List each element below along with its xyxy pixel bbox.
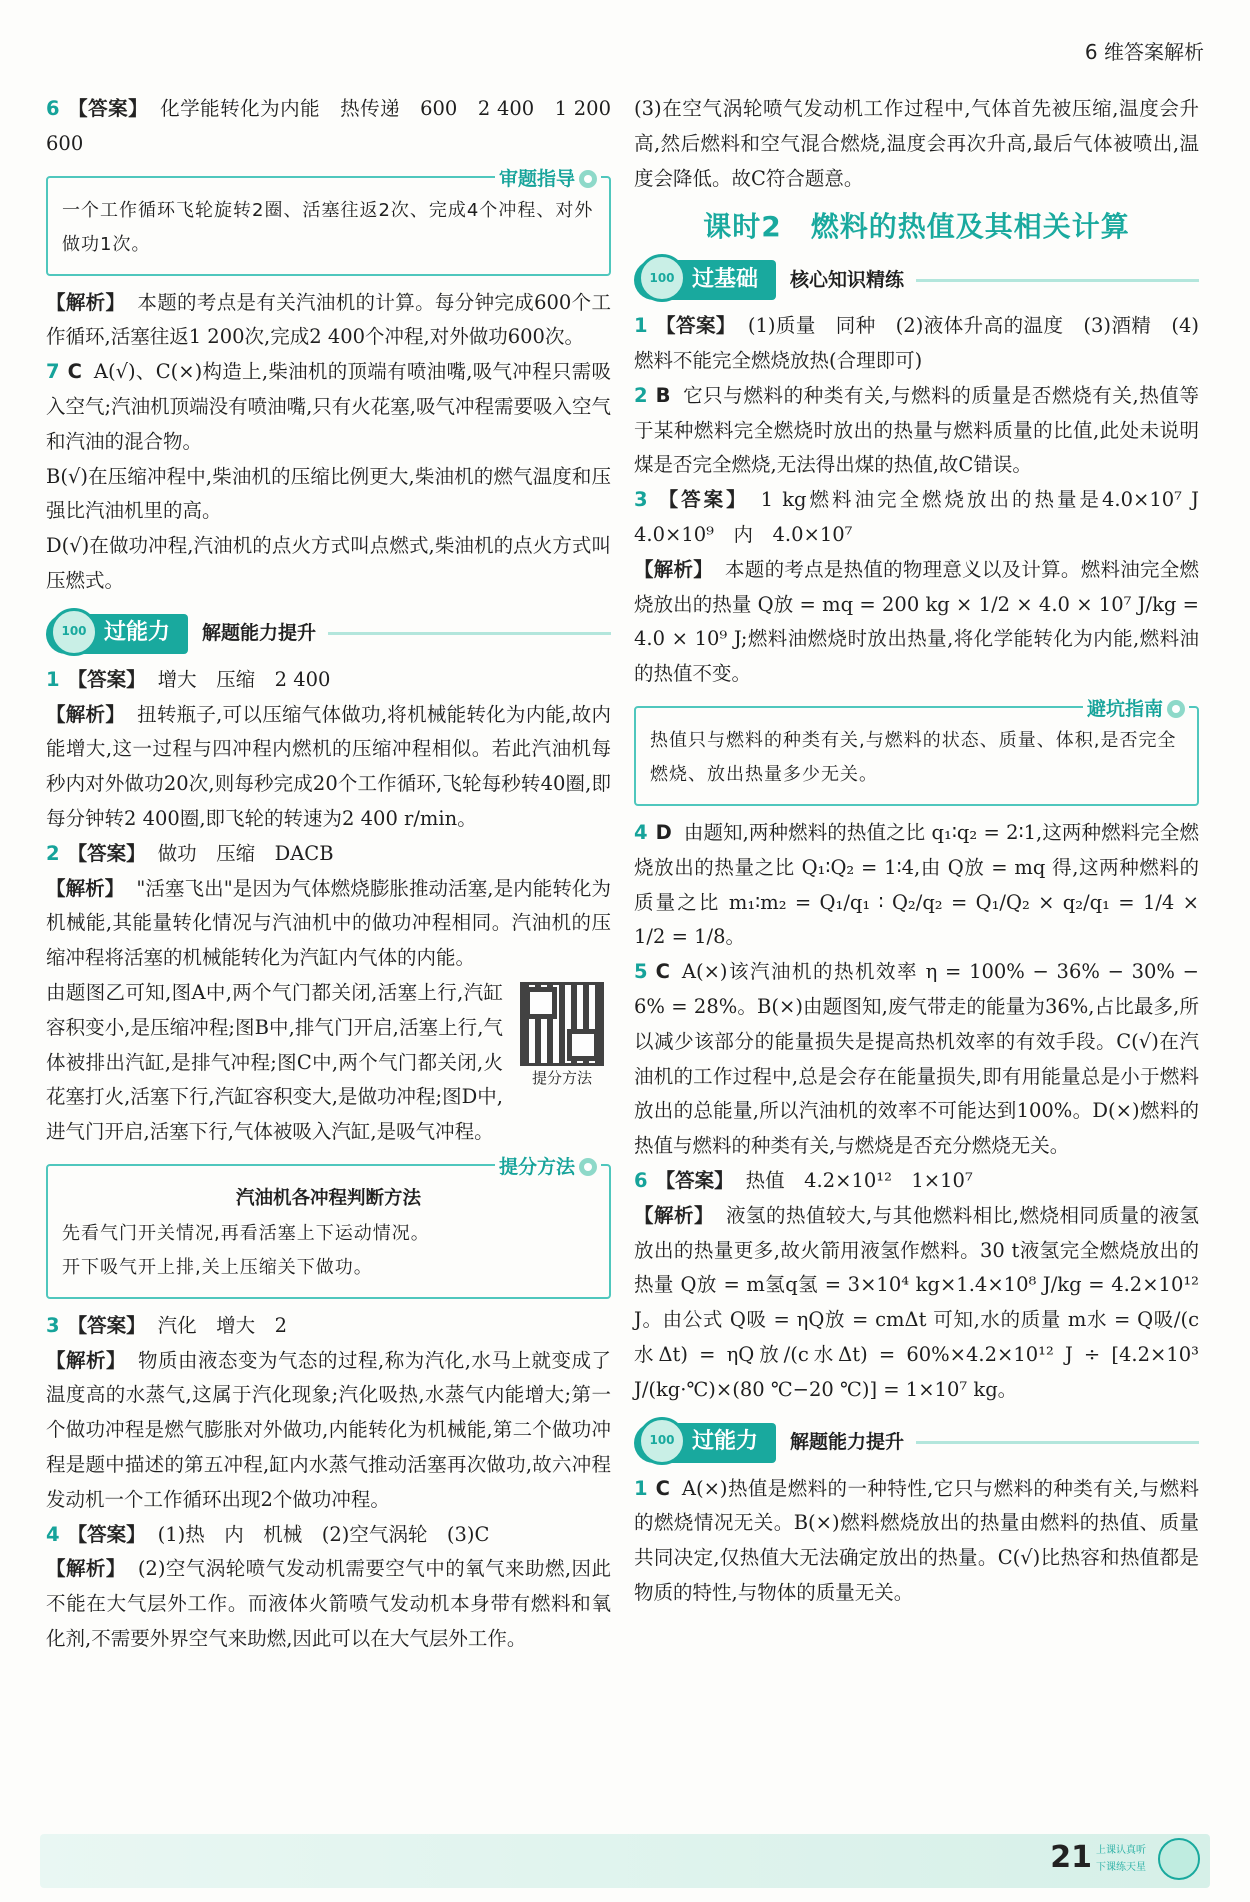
- section-banner-basic: [634, 259, 1199, 301]
- badge-100-icon: 100: [638, 1417, 686, 1465]
- footer-slogan: 上课认真听 下课练天星: [1096, 1845, 1146, 1873]
- answer-tag: 【答案】: [655, 314, 736, 338]
- analysis-p4-cont: (3)在空气涡轮喷气发动机工作过程中,气体首先被压缩,温度会升高,然后燃料和空气混合燃烧,温度会再次升高,最后气体被喷出,温度会降低。故C符合题意。: [634, 97, 1199, 190]
- tip-box-label: 审题指导: [495, 162, 601, 197]
- tip-box-pitfall: [634, 697, 1199, 806]
- analysis-r3: [634, 553, 1199, 692]
- section-banner-ability: [46, 613, 611, 655]
- analysis-q6: [46, 286, 611, 356]
- answer-text: (1)热 内 机械 (2)空气涡轮 (3)C: [157, 1522, 490, 1546]
- answer-q7: [46, 355, 611, 459]
- tip-box-method: [46, 1155, 611, 1299]
- analysis-tag: 【解析】: [46, 290, 126, 314]
- answer-tag: 【答案】: [67, 1522, 146, 1546]
- tip-box-text: 热值只与燃料的种类有关,与燃料的状态、质量、体积,是否完全燃烧、放出热量多少无关。: [650, 729, 1177, 785]
- answer-r6: [634, 1164, 1199, 1199]
- tip-box-title: 汽油机各冲程判断方法: [235, 1187, 421, 1209]
- answer-text: 由题知,两种燃料的热值之比 q₁∶q₂ = 2∶1,这两种燃料完全燃烧放出的热量之比 Q₁∶Q₂ = 1∶4,由 Q放 = mq 得,这两种燃料的质量之比 m₁∶m₂ = Q₁/q₁ ∶ Q₂/q₂ = Q₁/Q₂ × q₂/q₁ = 1/4 × 1/2 = 1/8。: [634, 820, 1199, 949]
- answer-tag: 【答案】: [67, 667, 146, 691]
- analysis-text: (2)空气涡轮喷气发动机需要空气中的氧气来助燃,因此不能在大气层外工作。而液体火箭喷气发动机本身带有燃料和氧化剂,不需要外界空气来助燃,因此可以在大气层外工作。: [46, 1557, 611, 1650]
- answer-p1: [46, 663, 611, 698]
- banner-subtitle: 解题能力提升: [202, 622, 317, 645]
- tip-box-label: 提分方法: [495, 1150, 601, 1185]
- answer-text: 它只与燃料的种类有关,与燃料的质量是否燃烧有关,热值等于某种燃料完全燃烧时放出的热量与燃料质量的比值,此处未说明煤是否完全燃烧,无法得出煤的热值,故C错误。: [634, 383, 1199, 477]
- analysis-p3: [46, 1344, 611, 1518]
- question-number: 6: [634, 1168, 648, 1192]
- banner-divider: [916, 279, 1199, 282]
- question-number: 7: [46, 360, 60, 384]
- analysis-tag: 【解析】: [634, 1203, 715, 1227]
- left-column: [46, 92, 631, 1657]
- analysis-text: 由题图乙可知,图A中,两个气门都关闭,活塞上行,汽缸容积变小,是压缩冲程;图B中,排气门开启,活塞上行,气体被排出汽缸,是排气冲程;图C中,两个气门都关闭,火花塞打火,活塞下行,汽缸容积变大,是做功冲程;图D中,进气门开启,活塞下行,气体被吸入汽缸,是吸气冲程。: [46, 980, 503, 1144]
- question-number: 1: [634, 314, 648, 338]
- analysis-tag: 【解析】: [46, 876, 125, 900]
- answer-text: A(×)热值是燃料的一种特性,它只与燃料的种类有关,与燃料的燃烧情况无关。B(×)燃料燃烧放出的热量由燃料的热值、质量共同决定,仅热值大无法确定放出的热量。C(√)比热容和热值都是物质的特性,与物体的质量无关。: [634, 1476, 1199, 1604]
- tip-box-text: 一个工作循环飞轮旋转2圈、活塞往返2次、完成4个冲程、对外做功1次。: [62, 199, 594, 255]
- question-number: 4: [46, 1522, 60, 1546]
- analysis-p1: [46, 698, 611, 837]
- answer-letter: D: [655, 820, 672, 844]
- banner-pill: 100 过能力: [634, 1423, 776, 1463]
- question-number: 2: [46, 841, 60, 865]
- question-number: 5: [634, 960, 648, 984]
- flower-icon: [579, 1158, 597, 1176]
- analysis-text: 物质由液态变为气态的过程,称为汽化,水马上就变成了温度高的水蒸气,这属于汽化现象;汽化吸热,水蒸气内能增大;第一个做功冲程是燃气膨胀对外做功,内能转化为机械能,第二个做功冲程是题中描述的第五冲程,缸内水蒸气推动活塞再次做功,故六冲程发动机一个工作循环出现2个做功冲程。: [46, 1348, 611, 1511]
- answer-p3: [46, 1309, 611, 1344]
- answer-q7-d: D(√)在做功冲程,汽油机的点火方式叫点燃式,柴油机的点火方式叫压燃式。: [46, 534, 611, 592]
- banner-subtitle: 核心知识精练: [790, 268, 905, 291]
- question-number: 1: [634, 1476, 648, 1500]
- answer-tag: 【答案】: [655, 1168, 734, 1192]
- answer-r5: [634, 955, 1199, 1164]
- answer-tag: 【答案】: [67, 97, 149, 120]
- right-column: [634, 92, 1219, 1611]
- tip-box-line: 先看气门开关情况,再看活塞上下运动情况。: [62, 1222, 430, 1244]
- answer-tag: 【答案】: [655, 488, 749, 512]
- answer-letter: C: [655, 1476, 670, 1500]
- analysis-tag: 【解析】: [46, 1348, 127, 1372]
- answer-tag: 【答案】: [67, 1313, 146, 1337]
- banner-pill: 100 过基础: [634, 260, 776, 300]
- badge-100-icon: 100: [50, 608, 98, 656]
- banner-divider: [916, 1441, 1199, 1444]
- question-number: 4: [634, 820, 648, 844]
- badge-100-icon: 100: [638, 254, 686, 302]
- answer-text: 做功 压缩 DACB: [157, 841, 334, 865]
- mascot-icon: [1158, 1838, 1200, 1880]
- flower-icon: [1167, 700, 1185, 718]
- question-number: 1: [46, 667, 60, 691]
- qr-block[interactable]: [513, 982, 611, 1090]
- answer-text: A(√)、C(×)构造上,柴油机的顶端有喷油嘴,吸气冲程只需吸入空气;汽油机顶端没有喷油嘴,只有火花塞,吸气冲程需要吸入空气和汽油的混合物。: [46, 360, 611, 453]
- analysis-text: "活塞飞出"是因为气体燃烧膨胀推动活塞,是内能转化为机械能,其能量转化情况与汽油机中的做功冲程相同。汽油机的压缩冲程将活塞的机械能转化为汽缸内气体的内能。: [46, 876, 611, 970]
- analysis-tag: 【解析】: [46, 702, 126, 726]
- analysis-tag: 【解析】: [634, 557, 714, 581]
- answer-text: 增大 压缩 2 400: [157, 667, 331, 691]
- lesson-title: 课时2 燃料的热值及其相关计算: [703, 210, 1130, 244]
- section-banner-ability: [634, 1422, 1199, 1464]
- tip-box-label: 避坑指南: [1083, 692, 1189, 727]
- answer-text: 汽化 增大 2: [157, 1313, 288, 1337]
- answer-tag: 【答案】: [67, 841, 146, 865]
- analysis-text: 扭转瓶子,可以压缩气体做功,将机械能转化为内能,故内能增大,这一过程与四冲程内燃机的压缩冲程相似。若此汽油机每秒内对外做功20次,则每秒完成20个工作循环,飞轮每秒转40圈,即每分钟转2 400圈,即飞轮的转速为2 400 r/min。: [46, 702, 611, 830]
- banner-pill: 100 过能力: [46, 614, 188, 654]
- banner-divider: [328, 632, 611, 635]
- page-number: 21: [1050, 1840, 1092, 1875]
- answer-q7-b: B(√)在压缩冲程中,柴油机的压缩比例更大,柴油机的燃气温度和压强比汽油机里的高。: [46, 464, 611, 523]
- answer-s1: [634, 1472, 1199, 1611]
- analysis-r6: [634, 1199, 1199, 1408]
- answer-q6: [46, 92, 631, 162]
- answer-letter: B: [655, 383, 671, 407]
- question-number: 3: [634, 488, 648, 512]
- flower-icon: [579, 170, 597, 188]
- analysis-p4: [46, 1552, 611, 1656]
- question-number: 2: [634, 383, 648, 407]
- qr-code-icon[interactable]: [520, 982, 604, 1066]
- analysis-p2: [46, 872, 611, 976]
- analysis-text: 本题的考点是有关汽油机的计算。每分钟完成600个工作循环,活塞往返1 200次,完成2 400个冲程,对外做功600次。: [46, 290, 611, 349]
- analysis-text: 液氢的热值较大,与其他燃料相比,燃烧相同质量的液氢放出的热量更多,故火箭用液氢作燃料。30 t液氢完全燃烧放出的热量 Q放 = m氢q氢 = 3×10⁴ kg×1.4×10⁸ J/kg = 4.2×10¹² J。由公式 Q吸 = ηQ放 = cmΔt 可知,水的质量 m水 = Q吸/(c水Δt) = ηQ放/(c水Δt) = 60%×4.2×10¹² J ÷ [4.2×10³ J/(kg·℃)×(80 ℃−20 ℃)] = 1×10⁷ kg。: [634, 1203, 1199, 1401]
- tip-box-review: [46, 167, 611, 276]
- page-footer: [40, 1834, 1210, 1888]
- answer-letter: C: [655, 960, 670, 984]
- answer-text: 1 kg燃料油完全燃烧放出的热量是4.0×10⁷ J 4.0×10⁹ 内 4.0×10⁷: [634, 488, 1219, 546]
- answer-text: 热值 4.2×10¹² 1×10⁷: [745, 1168, 973, 1192]
- analysis-tag: 【解析】: [46, 1557, 126, 1581]
- answer-letter: C: [67, 360, 82, 384]
- analysis-p2-cont: [46, 976, 611, 1150]
- answer-r4: [634, 816, 1199, 955]
- question-number: 6: [46, 97, 60, 120]
- answer-r3: [634, 483, 1219, 553]
- question-number: 3: [46, 1313, 60, 1337]
- answer-text: 化学能转化为内能 热传递 600 2 400 1 200 600: [46, 97, 631, 155]
- tip-box-line: 开下吸气开上排,关上压缩关下做功。: [62, 1256, 373, 1278]
- answer-r1: [634, 309, 1199, 379]
- answer-p4: [46, 1518, 611, 1553]
- qr-label: 提分方法: [531, 1068, 592, 1087]
- answer-text: (1)质量 同种 (2)液体升高的温度 (3)酒精 (4)燃料不能完全燃烧放热(合理即可): [634, 314, 1199, 372]
- page-header: 6 维答案解析: [1084, 40, 1204, 64]
- answer-r2: [634, 379, 1199, 483]
- answer-p2: [46, 837, 611, 872]
- answer-text: A(×)该汽油机的热机效率 η = 100% − 36% − 30% − 6% = 28%。B(×)由题图知,废气带走的能量为36%,占比最多,所以减少该部分的能量损失是提高热机效率的有效手段。C(√)在汽油机的工作过程中,总是会存在能量损失,即有用能量总是小于燃料放出的总能量,所以汽油机的效率不可能达到100%。D(×)燃料的热值与燃料的种类有关,与燃烧是否充分燃烧无关。: [634, 960, 1199, 1158]
- banner-subtitle: 解题能力提升: [790, 1431, 905, 1454]
- analysis-text: 本题的考点是热值的物理意义以及计算。燃料油完全燃烧放出的热量 Q放 = mq = 200 kg × 1/2 × 4.0 × 10⁷ J/kg = 4.0 × 10⁹ J;燃料油燃烧时放出热量,将化学能转化为内能,燃料油的热值不变。: [634, 557, 1199, 686]
